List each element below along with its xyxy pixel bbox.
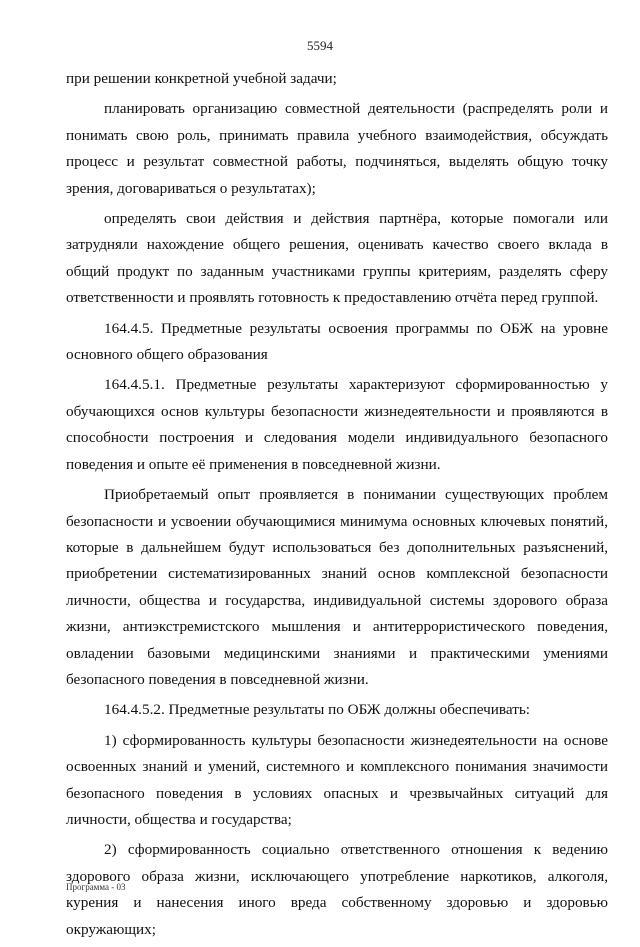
section-164-4-5-1: 164.4.5.1. Предметные результаты характеризуют сформированностью у обучающихся основ культуры безопасности жизнедеятельности и проявляются в способности построения и следования модели индивидуального безопасного поведения и опыте её применения в повседневной жизни. xyxy=(66,376,608,473)
paragraph-define-actions: определять свои действия и действия партнёра, которые помогали или затрудняли нахождение общего решения, оценивать качество своего вклада в общий продукт по заданным участниками группы критериям, разделять сферу ответственности и проявлять готовность к предоставлению отчёта перед группой. xyxy=(66,210,608,307)
paragraph-continuation: при решении конкретной учебной задачи; xyxy=(66,70,337,87)
section-heading-164-4-5: 164.4.5. Предметные результаты освоения программы по ОБЖ на уровне основного общего образования xyxy=(66,319,608,364)
document-body xyxy=(66,66,608,947)
page-number: 5594 xyxy=(307,38,333,53)
section-164-4-5-2: 164.4.5.2. Предметные результаты по ОБЖ должны обеспечивать: xyxy=(104,701,530,719)
paragraph-plan-activity: планировать организацию совместной деятельности (распределять роли и понимать свою роль, принимать правила учебного взаимодействия, обсуждать процесс и результат совместной работы, подчиняться, выделять общую точку зрения, договариваться о результатах); xyxy=(66,100,608,197)
list-item-2: 2) сформированность социально ответственного отношения к ведению здорового образа жизни, исключающего употребление наркотиков, алкоголя, курения и нанесения иного вреда собственному здоровью и здоровью окружающих; xyxy=(66,841,608,938)
list-item-1: 1) сформированность культуры безопасности жизнедеятельности на основе освоенных знаний и умений, системного и комплексного понимания значимости безопасного поведения в условиях опасных и чрезвычайных ситуаций для личности, общества и государства; xyxy=(66,731,608,828)
footer-program-label: Программа - 03 xyxy=(66,882,126,892)
paragraph-experience: Приобретаемый опыт проявляется в понимании существующих проблем безопасности и усвоении обучающимися минимума основных ключевых понятий, которые в дальнейшем будут использоваться без дополнительных разъяснений, приобретении систематизированных знаний основ комплексной безопасности личности, общества и государства, индивидуальной системы здорового образа жизни, антиэкстремистского мышления и антитеррористического поведения, овладении базовыми медицинскими знаниями и практическими умениями безопасного поведения в повседневной жизни. xyxy=(66,486,608,688)
